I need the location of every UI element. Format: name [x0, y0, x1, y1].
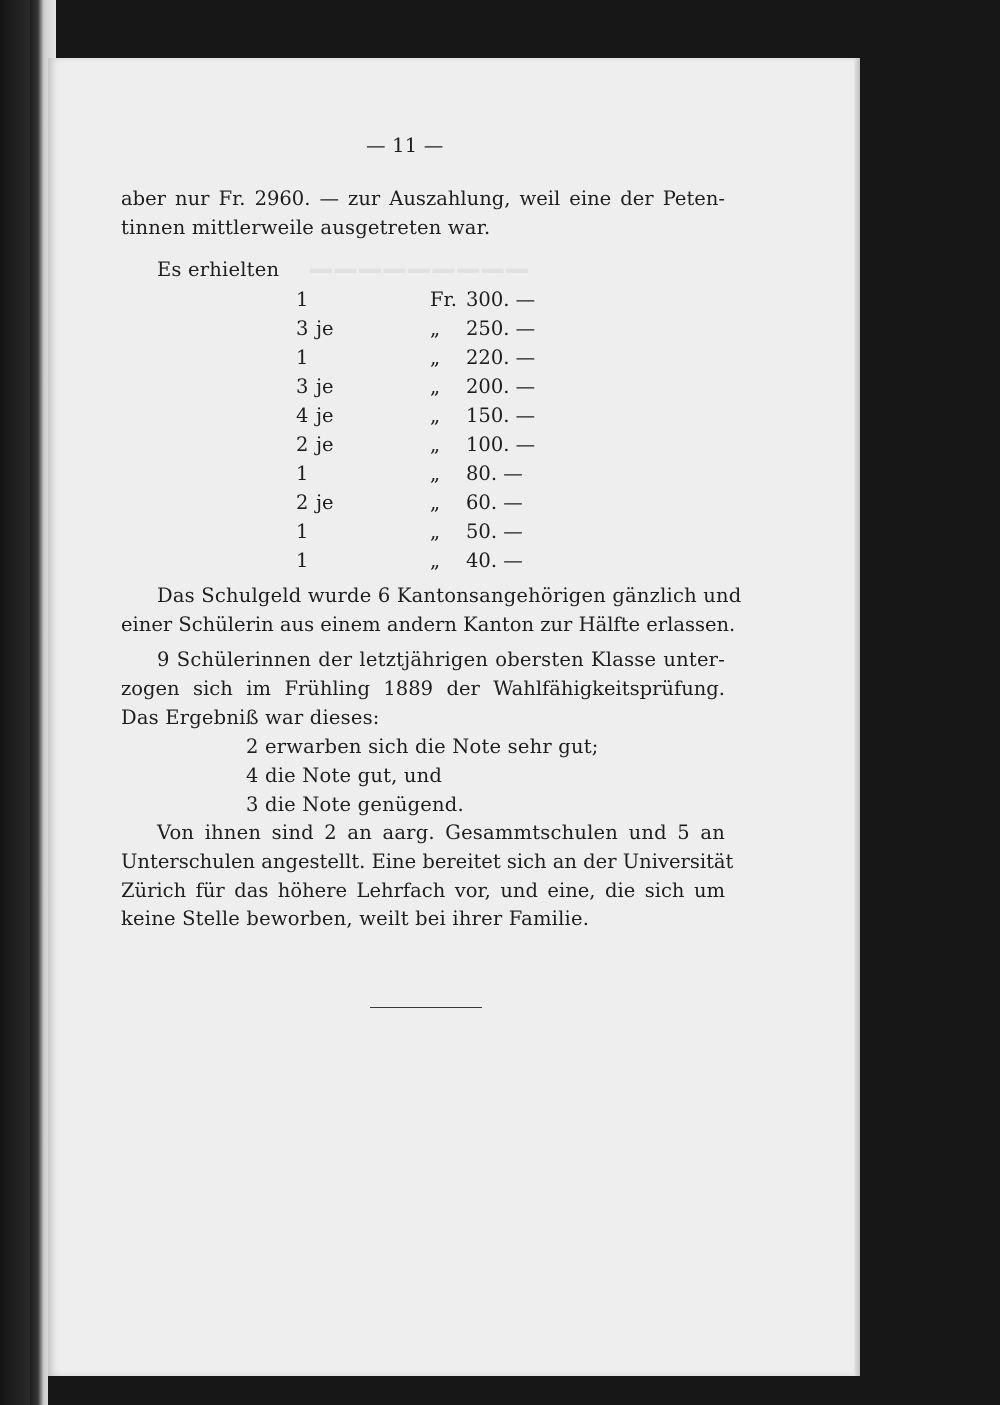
payment-amount: 80. — [466, 462, 523, 485]
payment-currency: „ [430, 462, 441, 485]
payment-je: je [316, 317, 334, 340]
payment-amount: 60. — [466, 491, 523, 514]
pruefung-line-3: Das Ergebniß war dieses: [121, 706, 380, 729]
payment-count: 2 [296, 491, 309, 514]
payment-amount: 250. — [466, 317, 536, 340]
payment-count: 4 [296, 404, 309, 427]
payment-row [296, 314, 556, 343]
pruefung-line-1: 9 Schülerinnen der letztjährigen obersten Klasse unter- [157, 648, 725, 671]
payment-amount: 220. — [466, 346, 536, 369]
payment-amount: 50. — [466, 520, 523, 543]
intro-line-1: aber nur Fr. 2960. — zur Auszahlung, weil eine der Peten- [121, 187, 725, 210]
payment-count: 1 [296, 520, 309, 543]
payment-currency: „ [430, 317, 441, 340]
payment-currency: „ [430, 549, 441, 572]
payment-count: 3 [296, 375, 309, 398]
payment-amount: 100. — [466, 433, 536, 456]
section-end-rule [370, 1007, 482, 1008]
payment-amount: 150. — [466, 404, 536, 427]
payment-je: je [316, 433, 334, 456]
payment-row [296, 430, 556, 459]
payment-row [296, 285, 556, 314]
payment-currency: „ [430, 346, 441, 369]
anstellung-line-4: keine Stelle beworben, weilt bei ihrer Familie. [121, 907, 590, 930]
payment-row [296, 343, 556, 372]
payment-je: je [316, 491, 334, 514]
scan-background-right [860, 0, 1000, 1405]
payment-amount: 200. — [466, 375, 536, 398]
payment-row [296, 459, 556, 488]
payment-amount: 300. — [466, 288, 536, 311]
payment-count: 3 [296, 317, 309, 340]
payment-row [296, 372, 556, 401]
intro-line-2: tinnen mittlerweile ausgetreten war. [121, 216, 491, 239]
page-number: — 11 — [366, 134, 444, 157]
ergebnis-item: 4 die Note gut, und [246, 764, 443, 787]
payment-count: 2 [296, 433, 309, 456]
anstellung-line-1: Von ihnen sind 2 an aarg. Gesammtschulen und 5 an [157, 821, 725, 844]
pruefung-line-2: zogen sich im Frühling 1889 der Wahlfähigkeitsprüfung. [121, 677, 725, 700]
ergebnis-item: 2 erwarben sich die Note sehr gut; [246, 735, 599, 758]
payment-currency: „ [430, 375, 441, 398]
payment-count: 1 [296, 549, 309, 572]
payment-count: 1 [296, 462, 309, 485]
anstellung-line-2: Unterschulen angestellt. Eine bereitet sich an der Universität [121, 850, 734, 873]
payment-row [296, 546, 556, 575]
payment-currency: „ [430, 404, 441, 427]
payment-row [296, 401, 556, 430]
schulgeld-line-2: einer Schülerin aus einem andern Kanton zur Hälfte erlassen. [121, 613, 736, 636]
ergebnis-item: 3 die Note genügend. [246, 793, 464, 816]
scan-background-top [48, 0, 860, 58]
payment-count: 1 [296, 346, 309, 369]
es-erhielten: Es erhielten [157, 258, 280, 281]
payment-row [296, 517, 556, 546]
scan-background-bottom [48, 1376, 860, 1405]
payment-amount: 40. — [466, 549, 523, 572]
payment-currency: „ [430, 491, 441, 514]
payment-currency: „ [430, 520, 441, 543]
schulgeld-line-1: Das Schulgeld wurde 6 Kantonsangehörigen gänzlich und [157, 584, 742, 607]
bleed-through-heading: ▁▁▁▁▁▁▁▁▁ [310, 240, 531, 273]
anstellung-line-3: Zürich für das höhere Lehrfach vor, und eine, die sich um [121, 879, 725, 902]
payment-je: je [316, 404, 334, 427]
payment-row [296, 488, 556, 517]
payment-je: je [316, 375, 334, 398]
payment-currency: Fr. [430, 288, 457, 311]
payment-currency: „ [430, 433, 441, 456]
payment-count: 1 [296, 288, 309, 311]
